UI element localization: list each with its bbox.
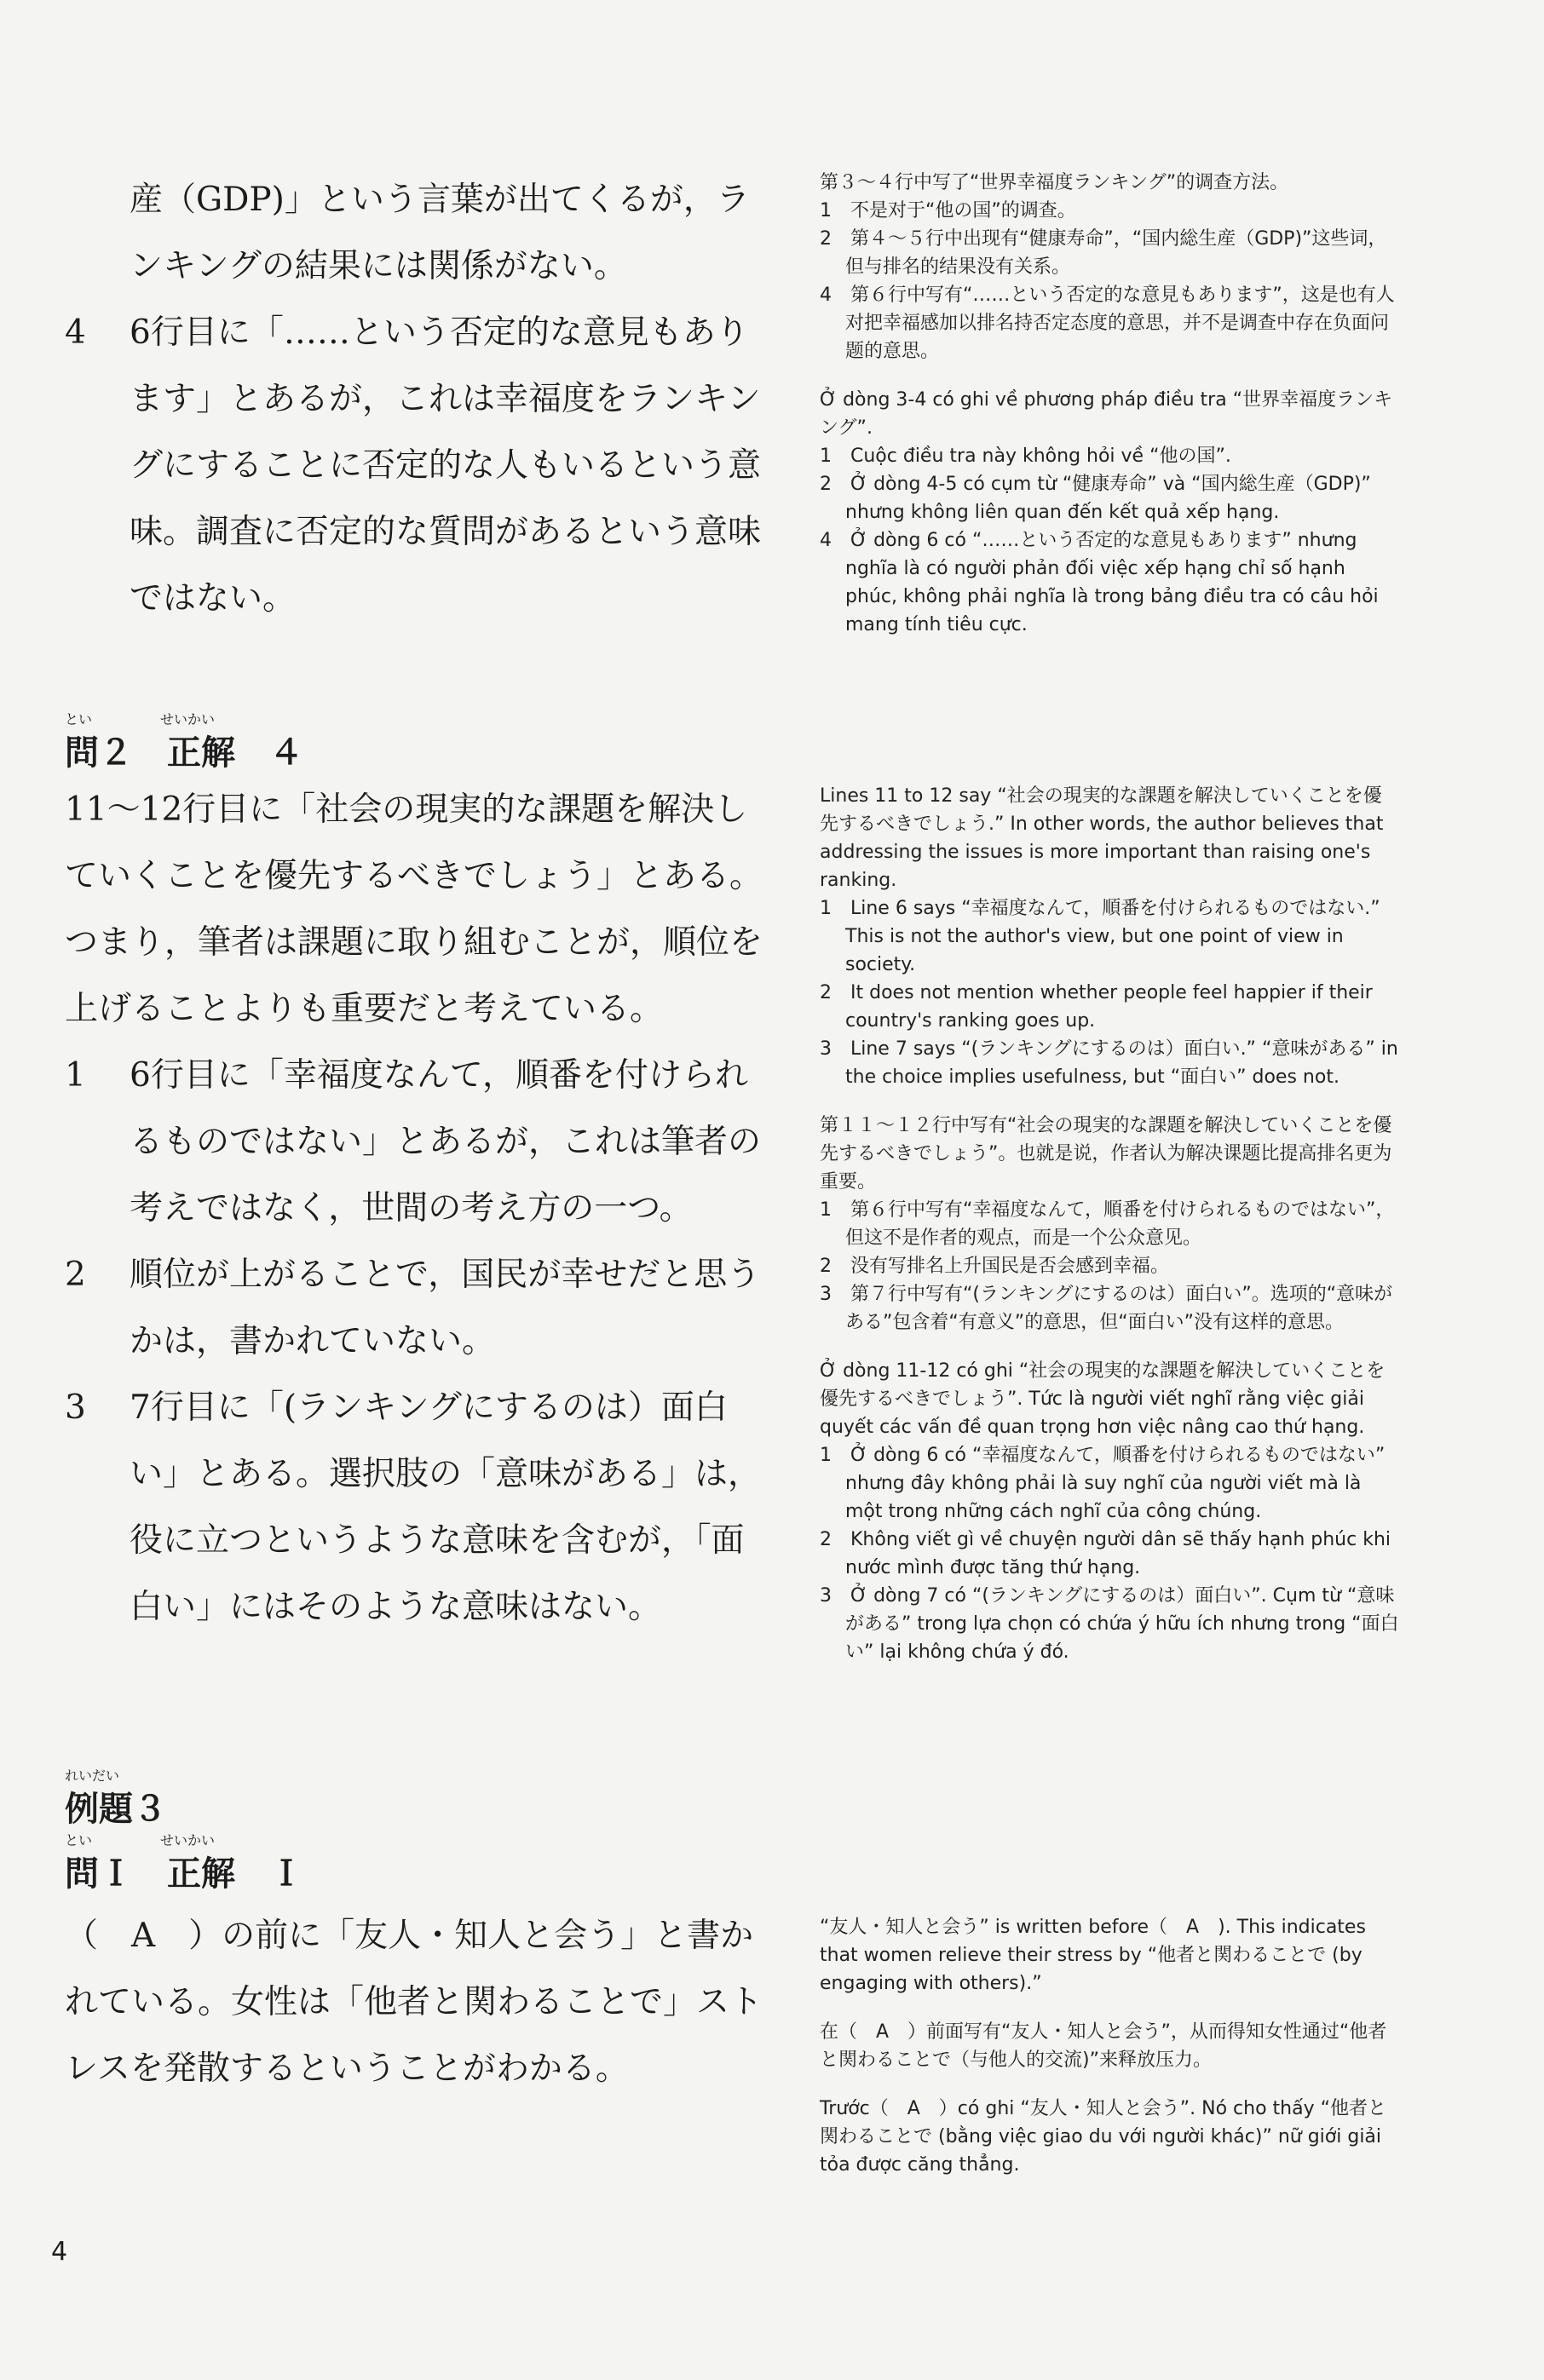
q2-chinese [820, 1112, 1399, 1337]
item-number: 2 [65, 1256, 86, 1294]
ruby-reidai: れいだい [65, 1768, 120, 1784]
translation-line: 1 Line 6 says “幸福度なんて，順番を付けられるものではない.” This is not the author's view, but one point of view in society. [820, 898, 1380, 975]
line-text: 上げることよりも重要だと考えている。 [65, 990, 664, 1028]
jp-line [65, 976, 772, 1043]
line-text: ます」とあるが，これは幸福度をランキン [130, 380, 761, 418]
item-number: 4 [65, 313, 86, 352]
line-text: ではない。 [130, 579, 297, 618]
translation-line: 3 Ở dòng 7 có “(ランキングにするのは）面白い”. Cụm từ “意味がある” trong lựa chọn có chứa ý hữu ích nhưng trong “面白い” lại không chứa ý đó. [820, 1585, 1399, 1663]
ex3-vietnamese: Trước（ A ）có ghi “友人・知人と会う”. Nó cho thấy “他者と関わることで (bằng việc giao du với người khác)” nữ giới giải tỏa được căng thẳng. [820, 2098, 1387, 2176]
block1-japanese [65, 167, 772, 632]
translation-line: 1 Ở dòng 6 có “幸福度なんて，順番を付けられるものではない” nhưng đây không phải là suy nghĩ của người viết mà là một trong những cách nghĩ của công chúng. [820, 1445, 1386, 1522]
jp-line [65, 433, 772, 499]
translation-line: 2 It does not mention whether people feel happier if their country's ranking goes up. [820, 982, 1373, 1032]
jp-line [65, 1375, 772, 1441]
block1-chinese [820, 169, 1399, 365]
q2-japanese [65, 777, 772, 1641]
translation-line: 1 不是对于“他の国”的调查。 [820, 200, 1076, 221]
block1-vietnamese [820, 386, 1399, 639]
jp-line [65, 1043, 772, 1109]
jp-line [65, 366, 772, 433]
line-text: 白い」にはそのような意味はない。 [130, 1588, 662, 1626]
line-text: つまり，筆者は課題に取り組むことが，順位を [65, 923, 763, 962]
block1-translations [820, 169, 1399, 639]
ruby-seikai: せいかい [160, 711, 216, 727]
line-text: 6行目に「幸福度なんて，順番を付けられ [130, 1056, 749, 1095]
example3-heading [65, 1768, 167, 1831]
jp-line [65, 910, 772, 976]
translation-line: 2 第４～５行中出现有“健康寿命”，“国内総生産（GDP)”这些词，但与排名的结果没有关系。 [820, 228, 1387, 278]
jp-line [65, 1441, 772, 1508]
jp-line [65, 499, 772, 566]
translation-line: Ở dòng 3-4 có ghi về phương pháp điều tra “世界幸福度ランキング”. [820, 389, 1393, 439]
item-number: 1 [65, 1056, 86, 1095]
q2-heading [65, 711, 303, 774]
translation-line: 第３～４行中写了“世界幸福度ランキング”的调查方法。 [820, 172, 1289, 193]
jp-line [65, 1176, 772, 1242]
ex3-chinese: 在（ A ）前面写有“友人・知人と会う”，从而得知女性通过“他者と関わることで（与他人的交流)”来释放压力。 [820, 2021, 1387, 2071]
line-text: 考えではなく，世間の考え方の一つ。 [130, 1189, 693, 1227]
jp-line [65, 1574, 772, 1641]
jp-line [65, 167, 772, 233]
jp-line [65, 1508, 772, 1574]
translation-line: 1 Cuộc điều tra này không hỏi về “他の国”. [820, 446, 1231, 467]
line-text: （ A ）の前に「友人・知人と会う」と書か [65, 1917, 754, 1955]
line-text: 11～12行目に「社会の現実的な課題を解決し [65, 790, 748, 829]
translation-line: 4 第６行中写有“……という否定的な意見もあります”，这是也有人对把幸福感加以排名持否定态度的意思，并不是调查中存在负面问题的意思。 [820, 285, 1395, 362]
jp-line [65, 777, 772, 843]
jp-line [65, 1308, 772, 1375]
line-text: い」とある。選択肢の「意味がある」は， [130, 1455, 762, 1493]
line-text: ンキングの結果には関係がない。 [130, 247, 627, 285]
line-text: レスを発散するということがわかる。 [65, 2049, 629, 2088]
ex3-translations [820, 1913, 1399, 2179]
ruby-toi-2: とい [65, 1832, 93, 1848]
line-text: 順位が上がることで，国民が幸せだと思う [130, 1256, 761, 1294]
q2-translations [820, 782, 1399, 1666]
translation-line: 2 没有写排名上升国民是否会感到幸福。 [820, 1256, 1169, 1277]
q2-vietnamese [820, 1357, 1399, 1666]
jp-line [65, 843, 772, 910]
jp-line [65, 1109, 772, 1176]
jp-line [65, 2036, 772, 2102]
translation-line: 2 Ở dòng 4-5 có cụm từ “健康寿命” và “国内総生産（GDP)” nhưng không liên quan đến kết quả xếp hạng. [820, 474, 1371, 523]
jp-line [65, 566, 772, 632]
page-number: 4 [51, 2237, 68, 2267]
ruby-seikai-2: せいかい [160, 1832, 216, 1848]
translation-line: Lines 11 to 12 say “社会の現実的な課題を解決していくことを優先するべきでしょう.” In other words, the author believes that addressing the issues is more important than raising one's ranking. [820, 785, 1384, 891]
item-number: 3 [65, 1388, 86, 1427]
ex3-japanese [65, 1903, 772, 2102]
example3-title: 例題３ [65, 1790, 167, 1829]
ruby-toi: とい [65, 711, 93, 727]
translation-line: 1 第６行中写有“幸福度なんて，順番を付けられるものではない”，但这不是作者的观点，而是一个公众意见。 [820, 1199, 1395, 1249]
jp-line [65, 1969, 772, 2036]
translation-line: 3 第７行中写有“(ランキングにするのは）面白い”。选项的“意味がある”包含着“有意义”的意思，但“面白い”没有这样的意思。 [820, 1284, 1393, 1333]
line-text: 7行目に「(ランキングにするのは）面白 [130, 1388, 728, 1427]
jp-line [65, 1903, 772, 1969]
translation-line: 4 Ở dòng 6 có “……という否定的な意見もあります” nhưng nghĩa là có người phản đối việc xếp hạng chỉ số hạnh phúc, không phải nghĩa là trong bảng điều tra có câu hỏi mang tính tiêu cực. [820, 530, 1379, 635]
translation-line: 3 Line 7 says “(ランキングにするのは）面白い.” “意味がある” in the choice implies usefulness, but “面白い” does not. [820, 1038, 1398, 1088]
line-text: ていくことを優先するべきでしょう」とある。 [65, 857, 763, 895]
line-text: 役に立つというような意味を含むが，「面 [130, 1521, 745, 1560]
jp-line [65, 300, 772, 366]
line-text: るものではない」とあるが，これは筆者の [130, 1123, 762, 1161]
ex3-q1-title: 問Ｉ 正解 Ｉ [65, 1854, 303, 1894]
translation-line: 第１１～１２行中写有“社会の現実的な課題を解決していくことを優先するべきでしょう”。也就是说，作者认为解决课题比提高排名更为重要。 [820, 1115, 1392, 1193]
line-text: れている。女性は「他者と関わることで」スト [65, 1983, 763, 2021]
jp-line [65, 1242, 772, 1308]
translation-line: Ở dòng 11-12 có ghi “社会の現実的な課題を解決していくことを優先するべきでしょう”. Tức là người viết nghĩ rằng việc giải quyết các vấn đề quan trọng hơn việc nâng cao thứ hạng. [820, 1360, 1386, 1438]
line-text: グにすることに否定的な人もいるという意 [130, 446, 762, 485]
translation-line: 2 Không viết gì về chuyện người dân sẽ thấy hạnh phúc khi nước mình được tăng thứ hạng. [820, 1529, 1391, 1578]
line-text: かは，書かれていない。 [130, 1322, 496, 1360]
line-text: 味。調査に否定的な質問があるという意味 [130, 513, 762, 551]
ex3-english: “友人・知人と会う” is written before（ A ). This indicates that women relieve their stress by “他者と関わることで (by engaging with others).” [820, 1917, 1366, 1994]
line-text: 6行目に「……という否定的な意見もあり [130, 313, 749, 352]
line-text: 産（GDP)」という言葉が出てくるが，ラ [130, 181, 750, 219]
jp-line [65, 233, 772, 300]
q2-english [820, 782, 1399, 1091]
q2-title: 問２ 正解 ４ [65, 733, 303, 773]
ex3-q1-heading [65, 1832, 303, 1895]
